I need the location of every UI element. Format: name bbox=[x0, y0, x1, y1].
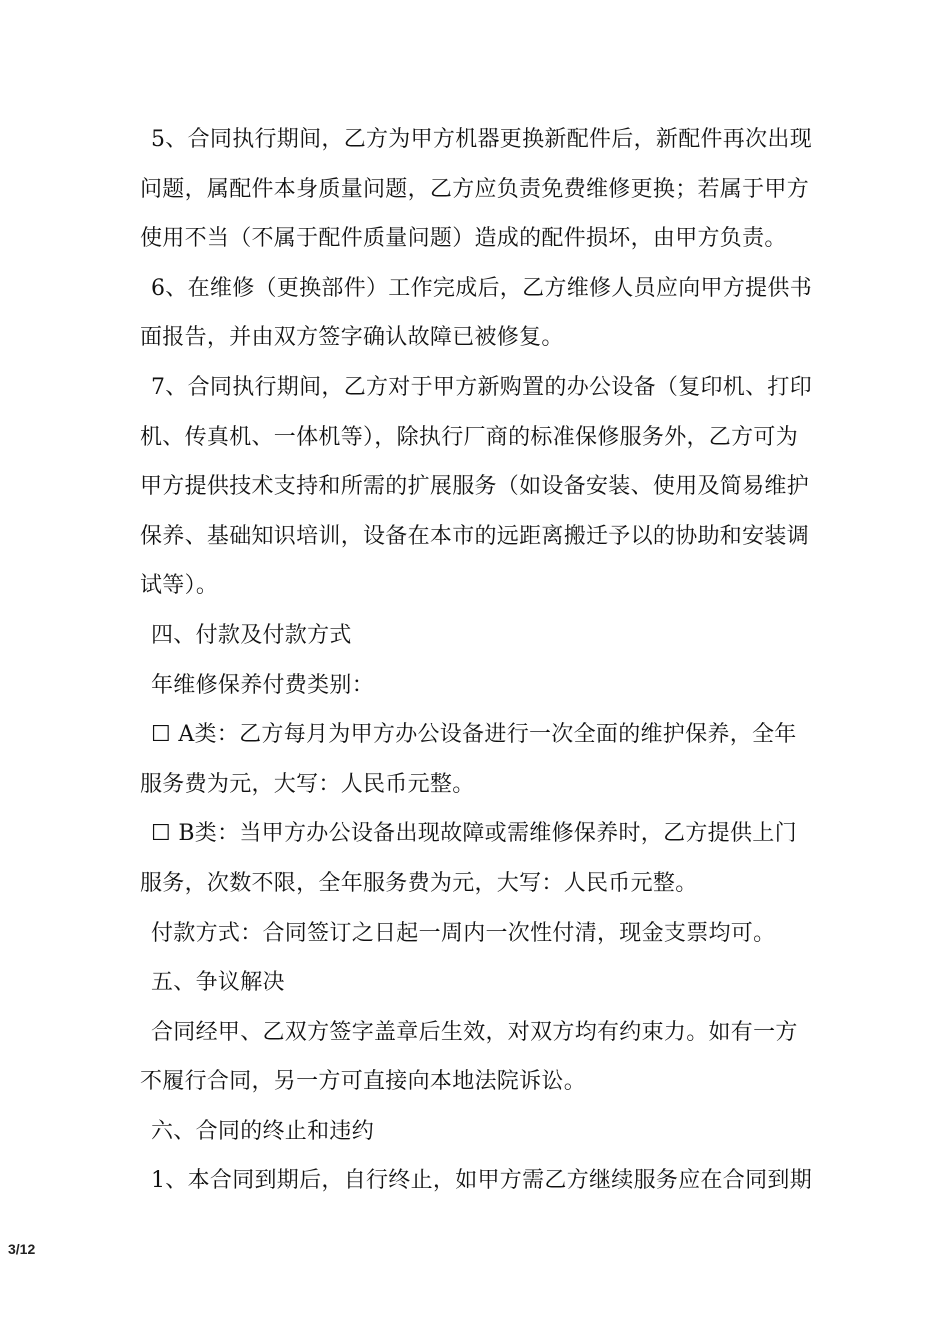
text-line: 机、传真机、一体机等），除执行厂商的标准保修服务外，乙方可为 bbox=[140, 424, 799, 450]
section-heading: 六、合同的终止和违约 bbox=[151, 1118, 375, 1144]
text-line: 服务，次数不限，全年服务费为元，大写：人民币元整。 bbox=[140, 870, 698, 896]
text-line: 面报告，并由双方签字确认故障已被修复。 bbox=[140, 325, 564, 351]
text-line: 付款方式：合同签订之日起一周内一次性付清，现金支票均可。 bbox=[151, 920, 776, 946]
text-line: 不履行合同，另一方可直接向本地法院诉讼。 bbox=[140, 1069, 587, 1095]
checkbox-option-a: ☐ A类：乙方每月为甲方办公设备进行一次全面的维护保养，全年 bbox=[151, 722, 797, 748]
text-line: 问题，属配件本身质量问题，乙方应负责免费维修更换；若属于甲方 bbox=[140, 176, 810, 202]
text-line: 合同经甲、乙双方签字盖章后生效，对双方均有约束力。如有一方 bbox=[151, 1019, 798, 1045]
text-line: 甲方提供技术支持和所需的扩展服务（如设备安装、使用及简易维护 bbox=[140, 474, 810, 500]
text-line: 7、合同执行期间，乙方对于甲方新购置的办公设备（复印机、打印 bbox=[151, 374, 812, 400]
text-line: 6、在维修（更换部件）工作完成后，乙方维修人员应向甲方提供书 bbox=[151, 275, 812, 301]
document-body bbox=[140, 115, 812, 1206]
text-line: 5、合同执行期间，乙方为甲方机器更换新配件后，新配件再次出现 bbox=[151, 127, 812, 152]
text-line: 1、本合同到期后，自行终止，如甲方需乙方继续服务应在合同到期 bbox=[151, 1168, 812, 1194]
text-line: 保养、基础知识培训，设备在本市的远距离搬迁予以的协助和安装调 bbox=[140, 523, 810, 549]
text-line: 试等）。 bbox=[140, 573, 219, 599]
section-heading: 五、争议解决 bbox=[151, 970, 285, 996]
text-line: 服务费为元，大写：人民币元整。 bbox=[140, 771, 475, 797]
text-line: 年维修保养付费类别： bbox=[151, 672, 375, 698]
checkbox-option-b: ☐ B类：当甲方办公设备出现故障或需维修保养时，乙方提供上门 bbox=[151, 821, 797, 847]
text-line: 使用不当（不属于配件质量问题）造成的配件损坏，由甲方负责。 bbox=[140, 226, 787, 252]
section-heading: 四、付款及付款方式 bbox=[151, 622, 352, 648]
page-number: 3/12 bbox=[8, 1241, 36, 1257]
